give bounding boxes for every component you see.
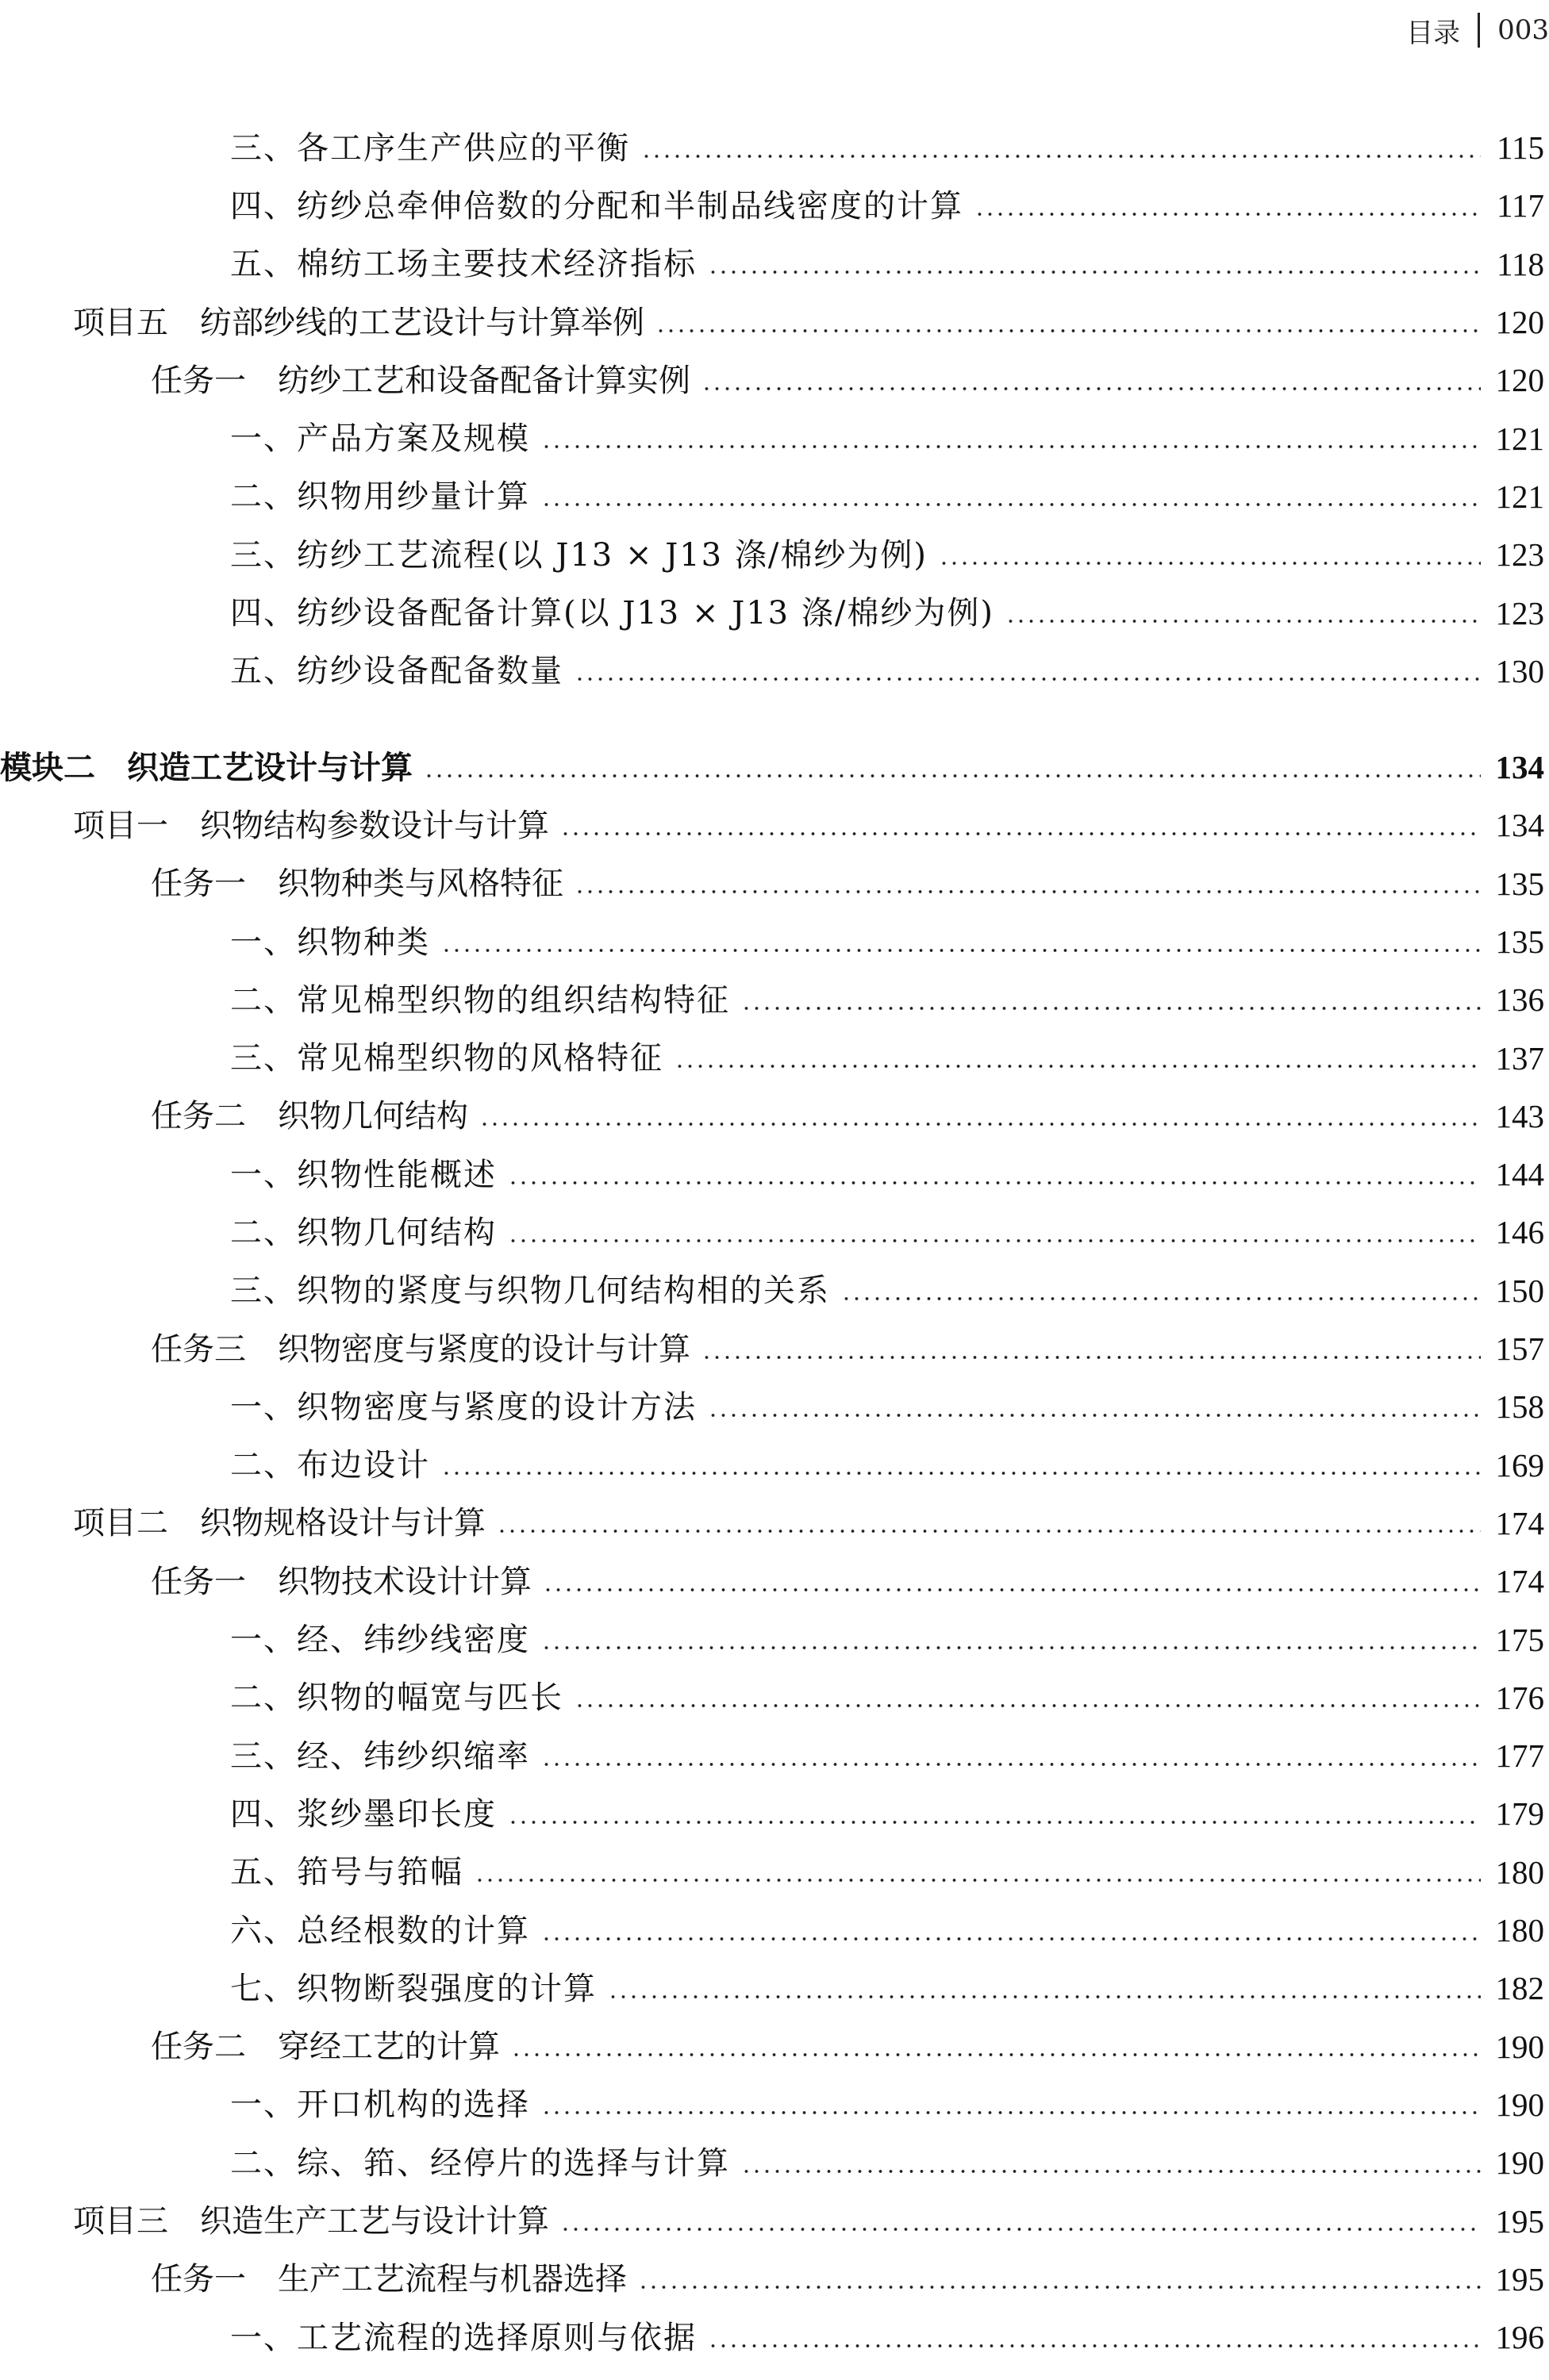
toc-section-entry[interactable] <box>0 913 1549 971</box>
toc-task-entry[interactable] <box>0 351 1549 409</box>
dot-leader <box>541 1645 1481 1650</box>
toc-entry-page-number: 182 <box>1495 1970 1544 2007</box>
toc-entry-page-number: 117 <box>1497 187 1544 225</box>
toc-entry-page-number: 134 <box>1495 749 1544 786</box>
dot-leader <box>575 1703 1481 1708</box>
toc-entry-title: 一、织物种类 <box>230 923 430 961</box>
dot-leader <box>708 1413 1481 1418</box>
dot-leader <box>543 1587 1481 1592</box>
dot-leader <box>560 831 1481 836</box>
toc-section-entry[interactable] <box>0 1844 1549 1902</box>
dot-leader <box>974 212 1481 217</box>
toc-section-entry[interactable] <box>0 119 1549 177</box>
toc-section-entry[interactable] <box>0 2134 1549 2192</box>
dot-leader <box>560 2227 1481 2232</box>
toc-section-entry[interactable] <box>0 1727 1549 1785</box>
toc-entry-page-number: 134 <box>1495 807 1544 844</box>
toc-entry-page-number: 174 <box>1495 1563 1544 1600</box>
toc-entry-title: 任务二 织物几何结构 <box>151 1098 468 1135</box>
toc-entry-page-number: 130 <box>1495 652 1544 689</box>
toc-entry-title: 七、织物断裂强度的计算 <box>230 1970 597 2007</box>
dot-leader <box>479 1122 1481 1127</box>
dot-leader <box>638 2285 1481 2290</box>
toc-entry-title: 三、各工序生产供应的平衡 <box>230 129 630 167</box>
dot-leader <box>508 1180 1481 1185</box>
toc-section-entry[interactable] <box>0 177 1549 235</box>
dot-leader <box>655 328 1481 333</box>
toc-entry-title: 三、纺纱工艺流程(以 J13 × J13 涤/棉纱为例) <box>230 536 928 574</box>
dot-leader <box>708 2344 1481 2348</box>
toc-section-entry[interactable] <box>0 1437 1549 1495</box>
toc-entry-page-number: 195 <box>1495 2202 1544 2240</box>
toc-entry-title: 任务一 织物技术设计计算 <box>151 1563 532 1600</box>
dot-leader <box>701 1355 1481 1360</box>
toc-entry-page-number: 175 <box>1495 1621 1544 1658</box>
toc-section-entry[interactable] <box>0 1610 1549 1668</box>
header-section-title: 目录 <box>1406 17 1461 49</box>
dot-leader <box>541 1937 1481 1941</box>
toc-section-entry[interactable] <box>0 643 1549 701</box>
toc-task-entry[interactable] <box>0 1088 1549 1146</box>
toc-entry-title: 任务一 纺纱工艺和设备配备计算实例 <box>151 362 690 399</box>
toc-entry-title: 项目二 织物规格设计与计算 <box>73 1505 486 1542</box>
toc-task-entry[interactable] <box>0 2018 1549 2076</box>
toc-entry-title: 一、开口机构的选择 <box>230 2086 530 2124</box>
dot-leader <box>575 677 1481 681</box>
dot-leader <box>541 444 1481 449</box>
toc-entry-page-number: 143 <box>1495 1097 1544 1134</box>
toc-entry-page-number: 121 <box>1495 420 1544 457</box>
toc-entry-title: 五、棉纺工场主要技术经济指标 <box>230 246 697 283</box>
toc-project-entry[interactable] <box>0 2192 1549 2250</box>
toc-entry-page-number: 169 <box>1495 1446 1544 1484</box>
dot-leader <box>841 1296 1481 1301</box>
toc-entry-title: 四、浆纱墨印长度 <box>230 1795 497 1833</box>
toc-entry-title: 模块二 织造工艺设计与计算 <box>0 749 413 786</box>
toc-entry-page-number: 196 <box>1495 2319 1544 2356</box>
toc-section-entry[interactable] <box>0 468 1549 526</box>
toc-entry-page-number: 137 <box>1495 1039 1544 1077</box>
toc-entry-page-number: 115 <box>1497 129 1544 167</box>
dot-leader <box>541 2110 1481 2115</box>
toc-entry-title: 四、纺纱总牵伸倍数的分配和半制品线密度的计算 <box>230 187 963 225</box>
dot-leader <box>1005 619 1481 624</box>
section-gap <box>0 701 1549 739</box>
dot-leader <box>641 154 1481 159</box>
toc-entry-title: 项目一 织物结构参数设计与计算 <box>73 807 549 844</box>
toc-section-entry[interactable] <box>0 2076 1549 2134</box>
toc-entry-title: 六、总经根数的计算 <box>230 1912 530 1949</box>
toc-section-entry[interactable] <box>0 1902 1549 1960</box>
toc-entry-title: 五、筘号与筘幅 <box>230 1854 463 1891</box>
toc-entry-page-number: 118 <box>1497 245 1544 282</box>
toc-project-entry[interactable] <box>0 294 1549 351</box>
toc-entry-page-number: 123 <box>1495 536 1544 574</box>
dot-leader <box>701 386 1481 391</box>
toc-entry-page-number: 190 <box>1495 2028 1544 2065</box>
dot-leader <box>708 270 1481 274</box>
dot-leader <box>508 1238 1481 1243</box>
toc-section-entry[interactable] <box>0 1669 1549 1727</box>
header-page-number: 003 <box>1497 14 1549 46</box>
toc-entry-title: 二、综、筘、经停片的选择与计算 <box>230 2144 730 2182</box>
toc-entry-title: 任务一 生产工艺流程与机器选择 <box>151 2261 627 2298</box>
dot-leader <box>608 1994 1481 1999</box>
dot-leader <box>508 1820 1481 1825</box>
toc-entry-page-number: 146 <box>1495 1214 1544 1251</box>
toc-section-entry[interactable] <box>0 2309 1549 2367</box>
toc-entry-title: 项目五 纺部纱线的工艺设计与计算举例 <box>73 304 644 341</box>
toc-module-entry[interactable] <box>0 739 1549 797</box>
dot-leader <box>497 1529 1481 1534</box>
dot-leader <box>741 2169 1481 2174</box>
toc-entry-page-number: 176 <box>1495 1679 1544 1716</box>
toc-entry-title: 任务一 织物种类与风格特征 <box>151 866 563 903</box>
dot-leader <box>675 1064 1481 1069</box>
toc-entry-title: 三、织物的紧度与织物几何结构相的关系 <box>230 1273 830 1310</box>
toc-entry-page-number: 121 <box>1495 478 1544 515</box>
running-header <box>1406 8 1549 52</box>
dot-leader <box>441 1471 1481 1476</box>
toc-task-entry[interactable] <box>0 855 1549 913</box>
toc-entry-title: 三、经、纬纱织缩率 <box>230 1737 530 1775</box>
toc-task-entry[interactable] <box>0 1320 1549 1378</box>
toc-entry-title: 二、织物用纱量计算 <box>230 478 530 516</box>
dot-leader <box>424 774 1481 778</box>
toc-entry-page-number: 177 <box>1495 1737 1544 1775</box>
toc-entry-page-number: 135 <box>1495 865 1544 902</box>
toc-entry-page-number: 144 <box>1495 1156 1544 1193</box>
toc-entry-page-number: 180 <box>1495 1912 1544 1949</box>
toc-entry-title: 一、经、纬纱线密度 <box>230 1622 530 1659</box>
toc-entry-page-number: 179 <box>1495 1795 1544 1833</box>
toc-section-entry[interactable] <box>0 1785 1549 1843</box>
toc-section-entry[interactable] <box>0 1029 1549 1087</box>
toc-entry-title: 五、纺纱设备配备数量 <box>230 653 563 690</box>
toc-section-entry[interactable] <box>0 1960 1549 2017</box>
header-divider <box>1478 13 1480 48</box>
toc-entry-title: 四、纺纱设备配备计算(以 J13 × J13 涤/棉纱为例) <box>230 595 994 632</box>
toc-entry-page-number: 195 <box>1495 2260 1544 2297</box>
toc-entry-page-number: 120 <box>1495 362 1544 399</box>
toc-entry-page-number: 190 <box>1495 2086 1544 2123</box>
toc-entry-page-number: 190 <box>1495 2144 1544 2182</box>
toc-entry-page-number: 158 <box>1495 1388 1544 1426</box>
toc-entry-page-number: 174 <box>1495 1504 1544 1541</box>
toc-entry-page-number: 150 <box>1495 1272 1544 1309</box>
dot-leader <box>511 2052 1481 2057</box>
toc-entry-title: 任务二 穿经工艺的计算 <box>151 2029 500 2066</box>
toc-section-entry[interactable] <box>0 1262 1549 1320</box>
toc-section-entry[interactable] <box>0 1203 1549 1261</box>
toc-entry-title: 二、常见棉型织物的组织结构特征 <box>230 981 730 1019</box>
table-of-contents <box>0 119 1549 2367</box>
toc-entry-page-number: 180 <box>1495 1853 1544 1891</box>
toc-entry-page-number: 123 <box>1495 594 1544 631</box>
toc-entry-title: 一、产品方案及规模 <box>230 420 530 458</box>
toc-task-entry[interactable] <box>0 2251 1549 2309</box>
toc-section-entry[interactable] <box>0 971 1549 1029</box>
toc-entry-page-number: 136 <box>1495 981 1544 1019</box>
dot-leader <box>741 1006 1481 1011</box>
toc-task-entry[interactable] <box>0 1553 1549 1610</box>
toc-entry-title: 一、工艺流程的选择原则与依据 <box>230 2319 697 2356</box>
dot-leader <box>541 502 1481 507</box>
dot-leader <box>575 889 1481 894</box>
dot-leader <box>475 1878 1481 1883</box>
toc-section-entry[interactable] <box>0 1146 1549 1203</box>
toc-entry-page-number: 157 <box>1495 1330 1544 1368</box>
toc-entry-title: 二、织物的幅宽与匹长 <box>230 1679 563 1717</box>
toc-entry-title: 三、常见棉型织物的风格特征 <box>230 1040 663 1077</box>
toc-section-entry[interactable] <box>0 236 1549 294</box>
toc-project-entry[interactable] <box>0 1495 1549 1553</box>
toc-entry-title: 一、织物性能概述 <box>230 1156 497 1193</box>
toc-section-entry[interactable] <box>0 584 1549 642</box>
toc-entry-page-number: 120 <box>1495 304 1544 341</box>
dot-leader <box>541 1762 1481 1767</box>
toc-entry-title: 项目三 织造生产工艺与设计计算 <box>73 2203 549 2240</box>
toc-entry-title: 二、布边设计 <box>230 1447 430 1484</box>
dot-leader <box>441 948 1481 953</box>
toc-project-entry[interactable] <box>0 797 1549 854</box>
dot-leader <box>939 561 1481 566</box>
toc-section-entry[interactable] <box>0 526 1549 584</box>
toc-entry-title: 二、织物几何结构 <box>230 1214 497 1251</box>
toc-entry-title: 任务三 织物密度与紧度的设计与计算 <box>151 1330 690 1368</box>
toc-section-entry[interactable] <box>0 409 1549 467</box>
toc-entry-title: 一、织物密度与紧度的设计方法 <box>230 1388 697 1426</box>
toc-section-entry[interactable] <box>0 1378 1549 1436</box>
toc-entry-page-number: 135 <box>1495 923 1544 960</box>
